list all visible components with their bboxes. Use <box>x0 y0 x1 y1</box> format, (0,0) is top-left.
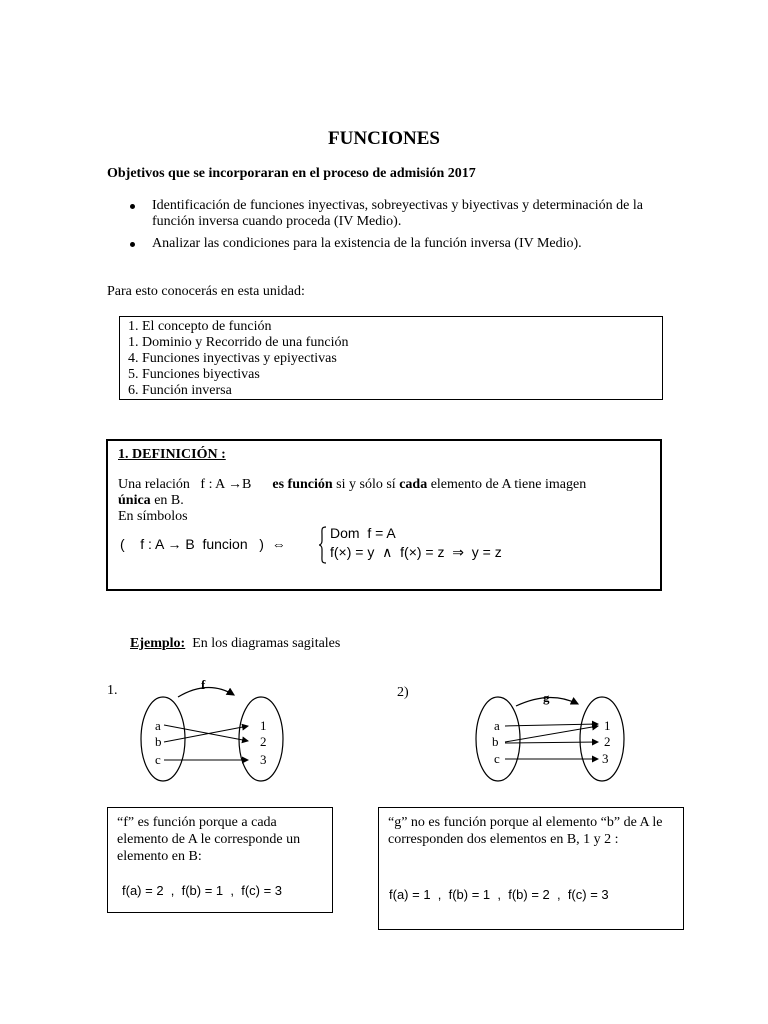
element-a: a <box>155 718 161 733</box>
objective-item: Identificación de funciones inyectivas, sobreyectivas y biyectivas y determinación de la función inversa cuando proceda (IV Medio). <box>127 198 667 230</box>
element-3: 3 <box>260 752 267 767</box>
unit-item: 4. Funciones inyectivas y epiyectivas <box>128 351 337 366</box>
units-box <box>119 316 663 400</box>
diagram1-sagittal <box>130 675 300 785</box>
element-b: b <box>155 734 162 749</box>
bullet-icon <box>130 204 135 209</box>
diagram2-number: 2) <box>397 685 409 700</box>
definition-line3: En símbolos <box>118 509 188 524</box>
unit-item: 6. Función inversa <box>128 383 232 398</box>
element-c: c <box>494 751 500 766</box>
definition-line1: Una relación f : A →B es función si y sólo sí cada elemento de A tiene imagen <box>118 477 587 492</box>
explanation-equation: f(a) = 2 , f(b) = 1 , f(c) = 3 <box>122 883 283 898</box>
symbol-top: Dom f = A <box>330 525 396 541</box>
explanation-box-g <box>378 807 684 930</box>
set-b-ellipse <box>580 697 624 781</box>
explanation-equation: f(a) = 1 , f(b) = 1 , f(b) = 2 , f(c) = 3 <box>389 887 609 902</box>
example-line: Ejemplo: En los diagramas sagitales <box>130 636 341 651</box>
unit-item: 5. Funciones biyectivas <box>128 367 260 382</box>
diagram1-number: 1. <box>107 683 118 698</box>
element-a: a <box>494 718 500 733</box>
symbol-left: ( f : A → B funcion ) ⇔ <box>120 536 286 552</box>
symbol-bottom: f(×) = y ∧ f(×) = z ⇒ y = z <box>330 544 502 560</box>
element-3: 3 <box>602 751 609 766</box>
definition-line2: única en B. <box>118 493 184 508</box>
objectives-heading: Objetivos que se incorporaran en el proceso de admisión 2017 <box>107 166 476 181</box>
explanation-box-f <box>107 807 333 913</box>
unit-item: 1. El concepto de función <box>128 319 272 334</box>
function-label: g <box>543 690 550 705</box>
bullet-icon <box>130 242 135 247</box>
arrow-a-2 <box>164 725 248 741</box>
function-label: f <box>201 677 206 692</box>
explanation-text: “g” no es función porque al elemento “b” de A le corresponden dos elementos en B, 1 y 2 : <box>388 815 663 847</box>
element-c: c <box>155 752 161 767</box>
element-b: b <box>492 734 499 749</box>
element-1: 1 <box>260 718 267 733</box>
intro-text: Para esto conocerás en esta unidad: <box>107 284 305 299</box>
definition-heading: 1. DEFINICIÓN : <box>118 447 226 462</box>
arrow-b-1 <box>164 726 248 742</box>
element-2: 2 <box>604 734 611 749</box>
function-arc-arrow <box>178 687 234 697</box>
objective-item: Analizar las condiciones para la existencia de la función inversa (IV Medio). <box>127 236 667 252</box>
brace-icon <box>318 526 328 564</box>
objectives-list <box>127 198 667 258</box>
unit-item: 1. Dominio y Recorrido de una función <box>128 335 349 350</box>
explanation-text: “f” es función porque a cada elemento de A le corresponde un elemento en B: <box>117 815 301 864</box>
element-1: 1 <box>604 718 611 733</box>
definition-box <box>106 439 662 591</box>
page-title: FUNCIONES <box>328 128 440 149</box>
arrow-b-2 <box>505 742 598 743</box>
diagram2-sagittal <box>470 680 640 790</box>
element-2: 2 <box>260 734 267 749</box>
definition-symbols <box>118 525 648 565</box>
